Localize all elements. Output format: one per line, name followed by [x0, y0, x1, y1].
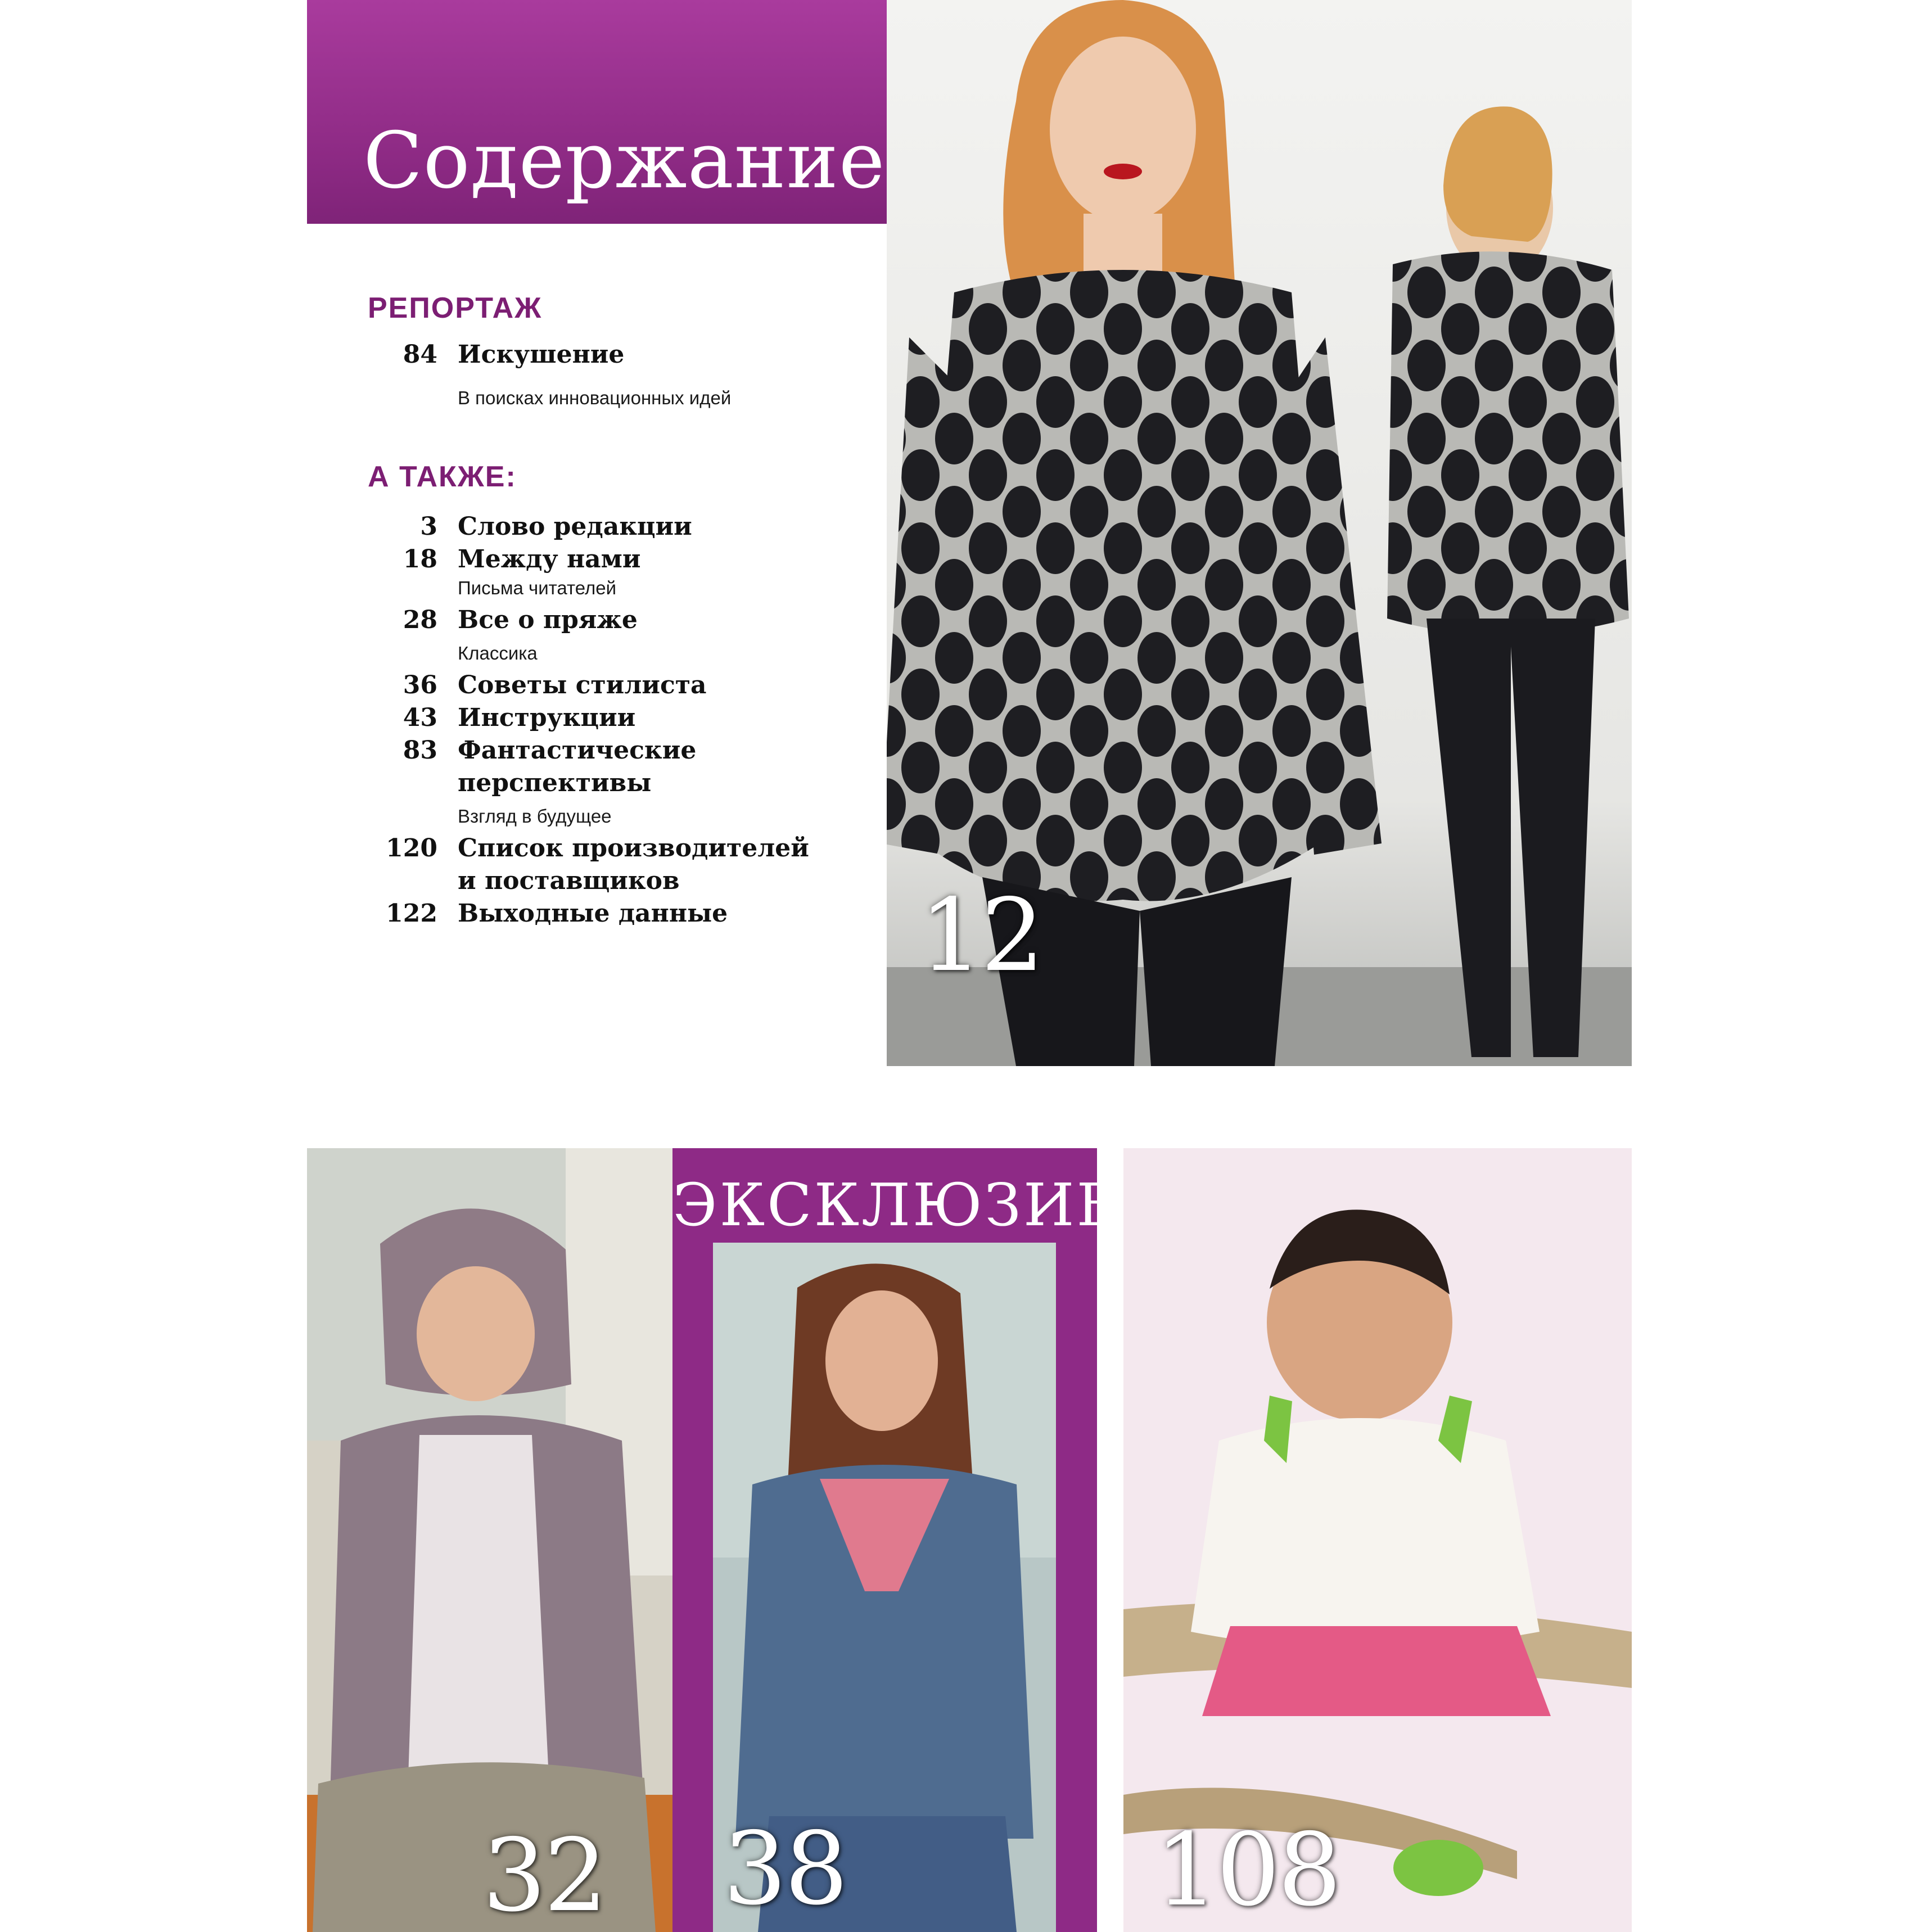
toc-entry-subtitle: В поисках инновационных идей	[458, 387, 732, 408]
section-heading-reportage: РЕПОРТАЖ	[368, 292, 543, 324]
toc-entry-title: Искушение	[458, 340, 625, 369]
toc-entry-page: 120	[386, 834, 437, 863]
exclusive-label: ЭКСКЛЮЗИВ	[672, 1171, 1122, 1239]
toc-entry-title-continued: перспективы	[458, 769, 652, 797]
exclusive-frame[interactable]	[672, 1148, 1122, 1932]
page-title: Содержание	[363, 115, 886, 206]
toc-entry-subtitle: Взгляд в будущее	[458, 806, 612, 827]
toc-entry-title: Выходные данные	[458, 899, 728, 928]
toc-entry-page: 36	[403, 671, 437, 699]
toc-entry-title: Инструкции	[458, 703, 636, 732]
toc-entry-title: Фантастические	[458, 736, 697, 765]
hooded-cardigan-illustration	[307, 1148, 672, 1932]
page-badge: 32	[482, 1817, 606, 1932]
toc-entry-page: 83	[403, 736, 437, 765]
toc-entry-title: Все о пряже	[458, 606, 638, 634]
page-badge: 38	[723, 1811, 846, 1927]
toc-entry-page: 18	[403, 545, 437, 574]
toc-entry-title: Слово редакции	[458, 512, 692, 541]
title-band	[307, 0, 887, 224]
toc-entry-title: Советы стилиста	[458, 671, 707, 699]
toc-entry-title: Между нами	[458, 545, 641, 574]
main-photo[interactable]	[887, 0, 1632, 1066]
section-heading-also: А ТАКЖЕ:	[368, 461, 517, 493]
toc-entry-page: 3	[420, 512, 437, 541]
exclusive-cardigan-photo	[713, 1243, 1056, 1932]
table-of-contents	[307, 224, 887, 1067]
toc-entry-subtitle: Классика	[458, 643, 538, 663]
toc-entry-title: Список производителей	[458, 834, 809, 863]
toc-entry-page: 122	[386, 899, 437, 928]
toc-entry-title-continued: и поставщиков	[458, 866, 680, 895]
toc-entry-page: 28	[403, 606, 437, 634]
toc-entry-page: 43	[403, 703, 437, 732]
hooded-cardigan-photo[interactable]	[307, 1148, 672, 1932]
toc-entry-subtitle: Письма читателей	[458, 577, 617, 598]
baby-dress-photo[interactable]	[1123, 1148, 1632, 1932]
page-badge: 108	[1155, 1812, 1339, 1928]
page-badge: 12	[919, 877, 1042, 994]
toc-entry-page: 84	[403, 340, 437, 369]
